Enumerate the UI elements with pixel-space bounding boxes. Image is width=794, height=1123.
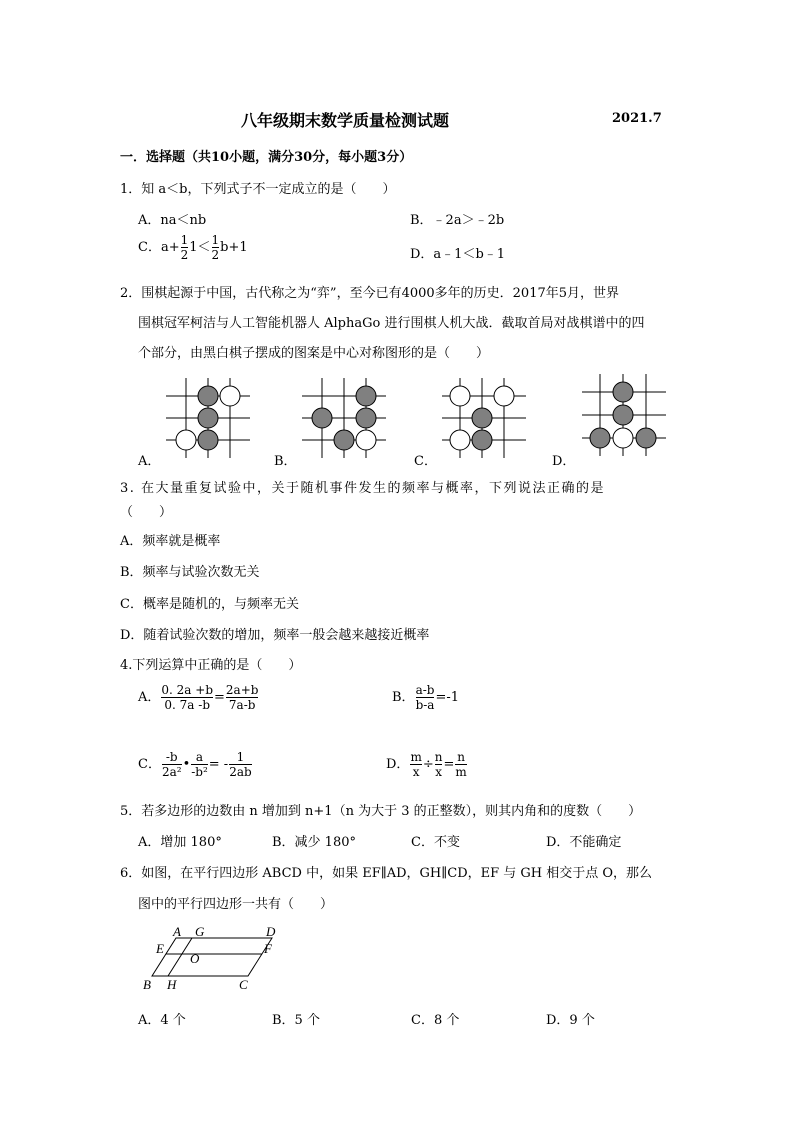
q2-line1: 2．围棋起源于中国，古代称之为“弈”，至今已有4000多年的历史．2017年5月，世界 xyxy=(120,286,620,301)
q4-stem: 4.下列运算中正确的是（ ） xyxy=(120,658,302,673)
point-label: A xyxy=(173,924,181,939)
q3-option-b[interactable]: B．频率与试验次数无关 xyxy=(120,565,260,580)
q4-b-rhs: =-1 xyxy=(435,690,460,705)
q4-d-label: D． xyxy=(386,757,410,772)
fraction: $\frac{-b}{\text{2a²}}$ xyxy=(161,750,182,779)
fraction: $\frac{1}{2}$ xyxy=(180,233,189,262)
page-title: 八年级期末数学质量检测试题 xyxy=(241,111,450,130)
fraction: $\frac{n}{m}$ xyxy=(455,750,467,779)
point-label: F xyxy=(264,941,272,956)
q5-option-b[interactable]: B．减少 180° xyxy=(272,835,356,850)
q4-b-label: B． xyxy=(392,690,415,705)
q1-option-b[interactable]: B．﹣2a＞﹣2b xyxy=(410,213,505,228)
q3-option-d[interactable]: D．随着试验次数的增加，频率一般会越来越接近概率 xyxy=(120,628,430,643)
q6-option-d[interactable]: D．9 个 xyxy=(546,1013,595,1028)
q4-c-label: C． xyxy=(138,757,161,772)
q6-line1: 6．如图，在平行四边形 ABCD 中，如果 EF∥AD，GH∥CD，EF 与 GH 相交于点 O，那么 xyxy=(120,866,653,881)
point-label: G xyxy=(195,924,205,939)
q3-option-a[interactable]: A．频率就是概率 xyxy=(120,534,221,549)
q6-option-b[interactable]: B．5 个 xyxy=(272,1013,320,1028)
q2-line2: 围棋冠军柯洁与人工智能机器人 AlphaGo 进行围棋人机大战．截取首局对战棋谱中的四 xyxy=(138,316,645,331)
fraction: $\frac{1}{2ab}$ xyxy=(229,750,252,779)
fraction: $\frac{1}{2}$ xyxy=(211,233,220,262)
q3-line1: 3. 在大量重复试验中，关于随机事件发生的频率与概率，下列说法正确的是 xyxy=(120,481,606,496)
q1-option-d[interactable]: D．a﹣1＜b﹣1 xyxy=(410,247,506,262)
section-heading: 一．选择题（共10小题，满分30分，每小题3分） xyxy=(120,150,413,165)
q5-option-a[interactable]: A．增加 180° xyxy=(138,835,222,850)
q2-option-a[interactable]: A． xyxy=(138,454,161,469)
q6-line2: 图中的平行四边形一共有（ ） xyxy=(138,897,334,912)
q2-option-b[interactable]: B． xyxy=(274,454,297,469)
exam-date: 2021.7 xyxy=(612,111,662,126)
equals: = xyxy=(214,690,225,705)
point-label: E xyxy=(156,941,164,956)
q3-line2: （ ） xyxy=(120,505,173,520)
point-label: D xyxy=(266,924,276,939)
q6-option-a[interactable]: A．4 个 xyxy=(138,1013,186,1028)
equals: = - xyxy=(208,757,229,772)
point-label: B xyxy=(143,977,151,992)
fraction: $\frac{n}{x}$ xyxy=(434,750,443,779)
divide: ÷ xyxy=(422,757,434,772)
q3-option-c[interactable]: C．概率是随机的，与频率无关 xyxy=(120,597,299,612)
fraction: $\frac{0. 2a +b}{0. 7a -b}$ xyxy=(161,683,213,712)
equals: = xyxy=(443,757,455,772)
q4-a-label: A． xyxy=(138,690,161,705)
point-label: H xyxy=(167,977,177,992)
q5-option-c[interactable]: C．不变 xyxy=(411,835,460,850)
q1-c-mid: 1＜ xyxy=(189,240,211,255)
q5-stem: 5．若多边形的边数由 n 增加到 n+1（n 为大于 3 的正整数），则其内角和的度数（ ） xyxy=(120,804,642,819)
q6-option-c[interactable]: C．8 个 xyxy=(411,1013,460,1028)
fraction: $\frac{a-b}{b-a}$ xyxy=(415,683,435,712)
q2-line3: 个部分，由黑白棋子摆成的图案是中心对称图形的是（ ） xyxy=(138,346,490,361)
fraction: $\frac{2a+b}{7a-b}$ xyxy=(225,683,259,712)
q1-stem: 1．知 a＜b，下列式子不一定成立的是（ ） xyxy=(120,182,396,197)
q2-option-d[interactable]: D． xyxy=(552,454,576,469)
q1-c-end: b+1 xyxy=(220,240,248,255)
fraction: $\frac{a}{\text{-b²}}$ xyxy=(191,750,208,779)
dot: • xyxy=(182,757,191,772)
fraction: $\frac{m}{x}$ xyxy=(410,750,422,779)
point-label: C xyxy=(239,977,248,992)
q5-option-d[interactable]: D．不能确定 xyxy=(546,835,622,850)
q1-option-a[interactable]: A．na＜nb xyxy=(138,213,207,228)
q2-option-c[interactable]: C． xyxy=(414,454,437,469)
q1-c-label: C．a+ xyxy=(138,240,180,255)
point-label: O xyxy=(190,951,200,966)
